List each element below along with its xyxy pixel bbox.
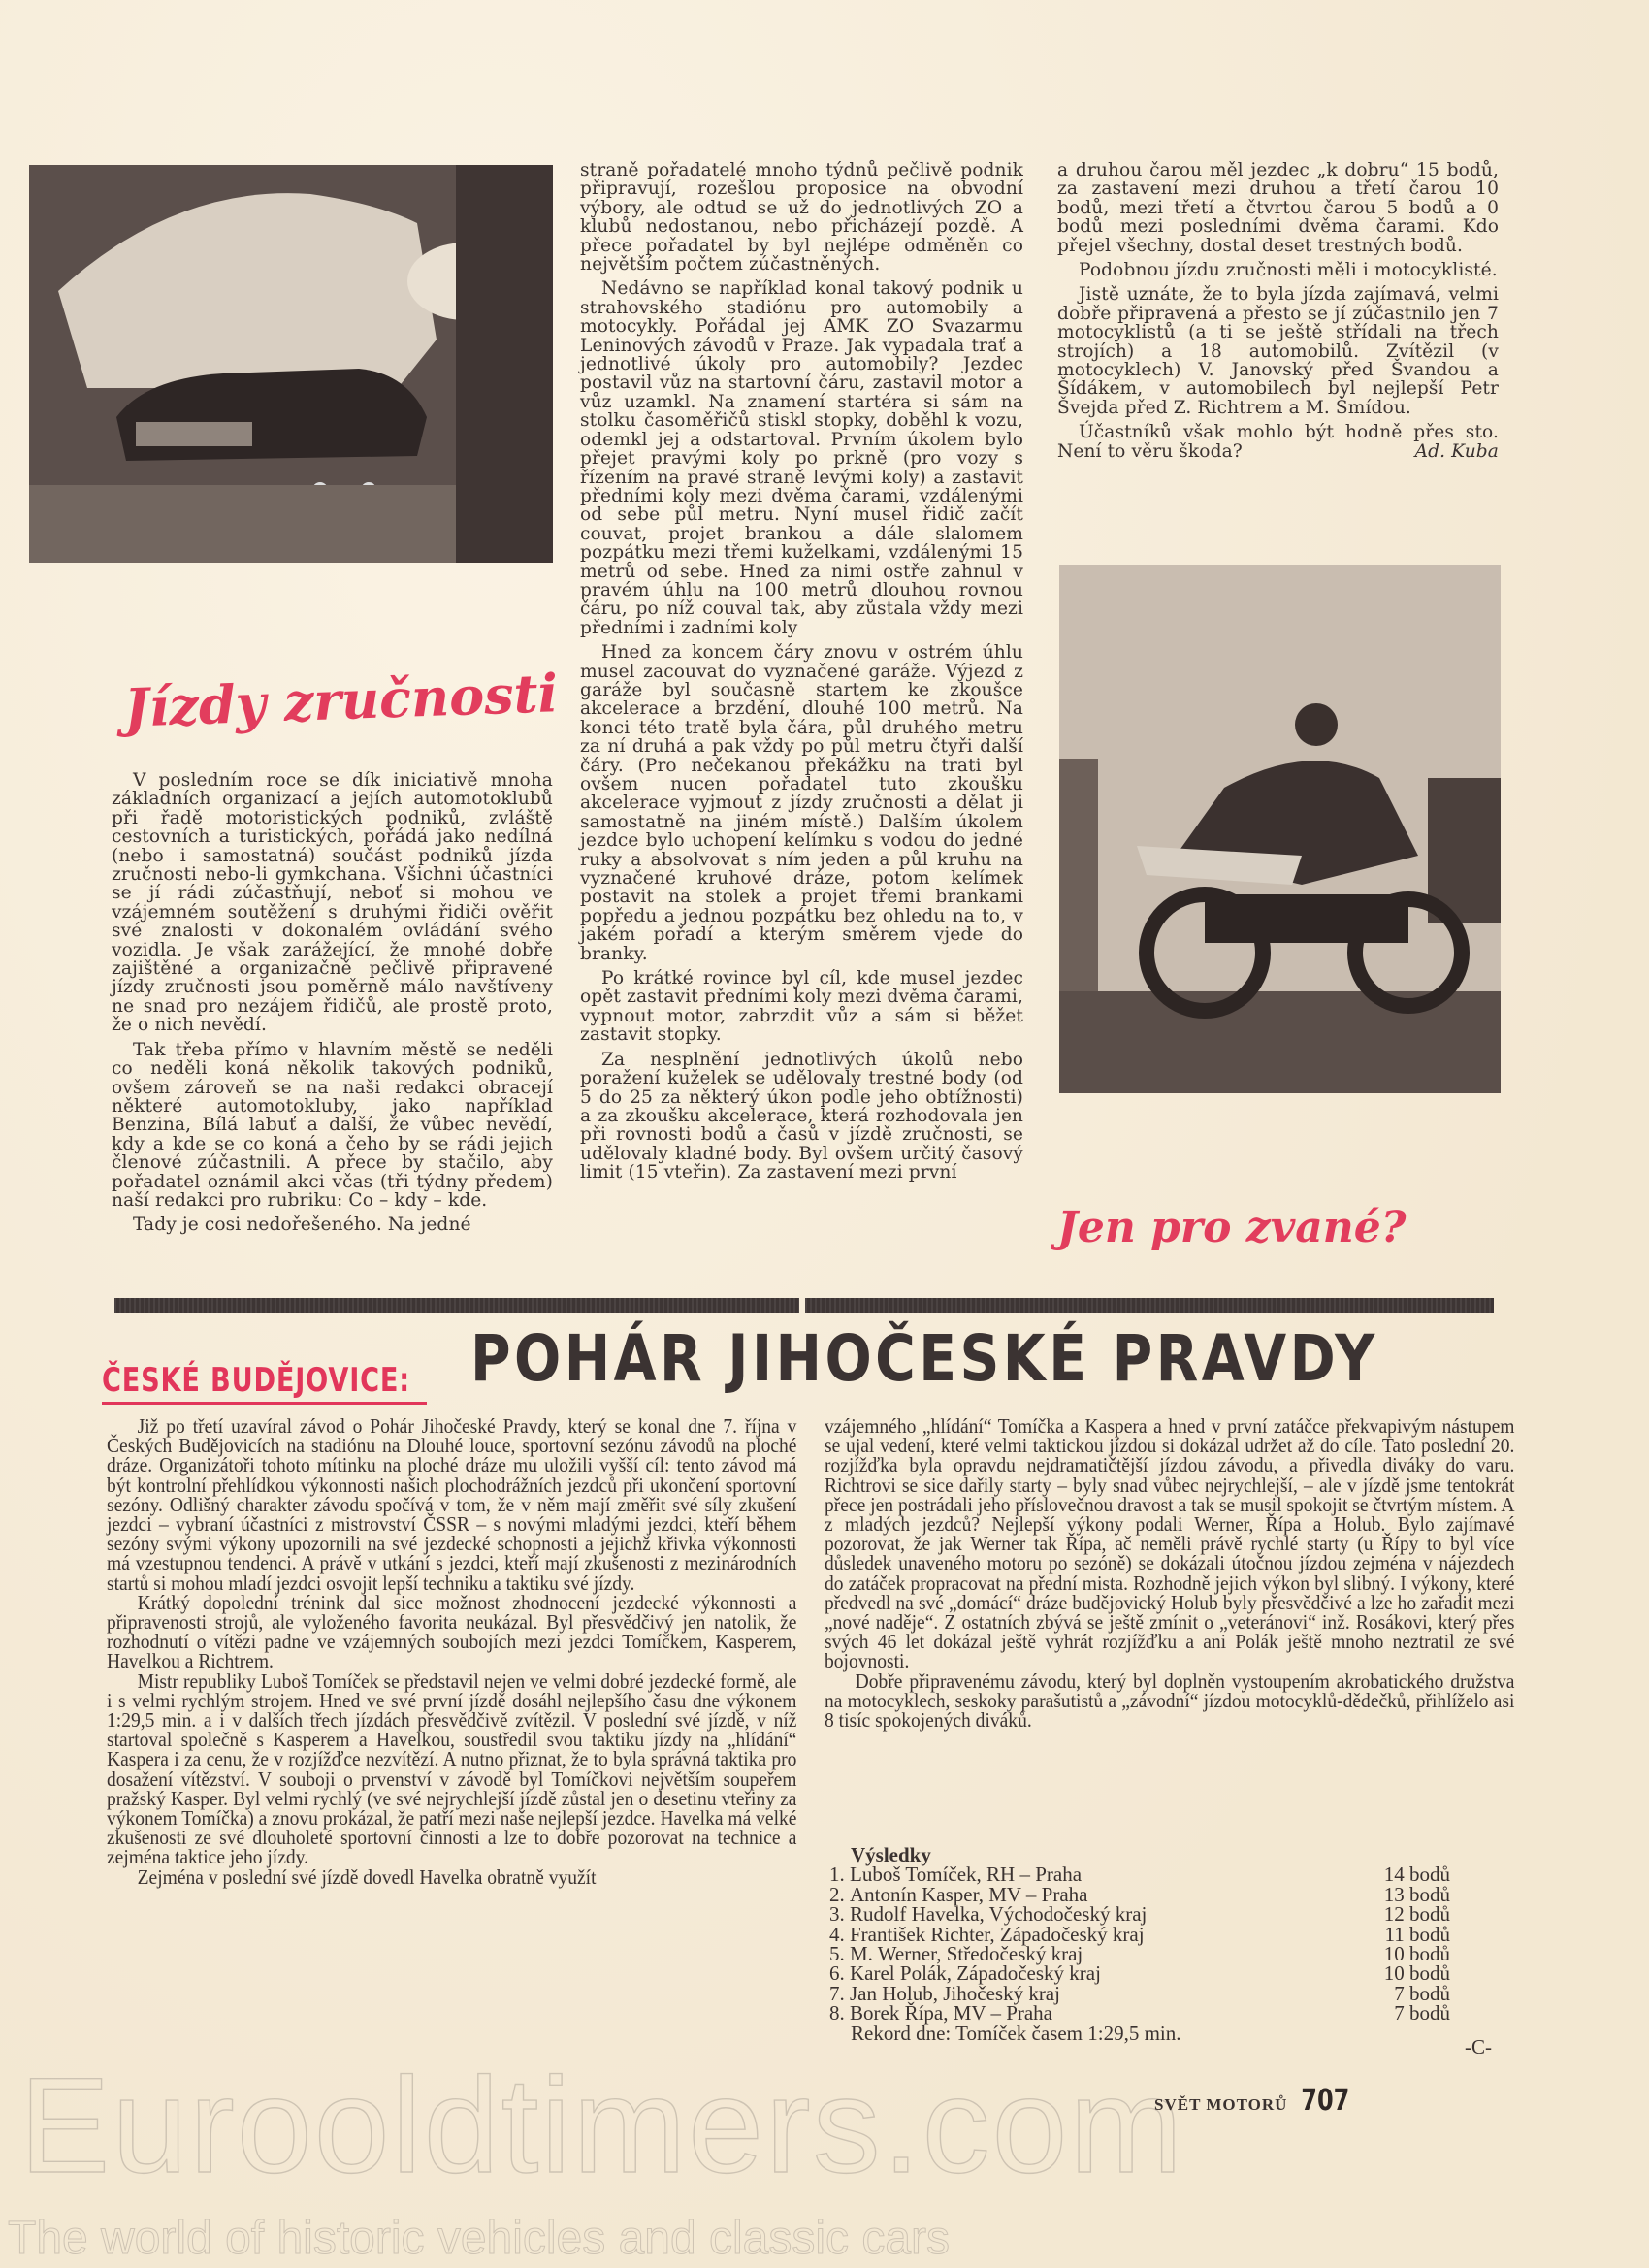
paragraph: Účastníků však mohlo být hodně přes sto. Není to věru škoda? [1057, 422, 1499, 462]
result-row [829, 1902, 1450, 1927]
rank: 7. [829, 1981, 845, 2005]
rider: Jan Holub, Jihočeský kraj [850, 1981, 1060, 2005]
motorcycle-photo-illustration [1059, 565, 1501, 1093]
rank: 1. [829, 1863, 845, 1887]
paragraph: vzájemného „hlídání“ Tomíčka a Kaspera a hned v první zatáčce překvapivým nástupem se ujal vedení, které velmi taktickou jízdou si dokázal udržet až do cíle. Tato poslední 20. rozjížďka byla opravdu nejdramatičtější jízdou závodu, a přivedla diváky do varu. Richtrovi se sice dařily starty – byly snad vůbec nejrychlejší, – ale v jízdě jsme tentokrát přece jen postrádali jeho příslovečnou dravost a tak se musil spokojit se čtvrtým místem. A z mladých jezdců? Nejlepší výkony podali Werner, Řípa a Holub. Bylo zajímavé pozorovat, že jak Werner tak Řípa, ač neměli právě rychlé starty (u Řípy to byl více důsledek unaveného motoru po sezóně) se dokázali útočnou jízdou zejména v nájezdech do zatáček propracovat na přední mista. Rozhodně jejich výkon byl slibný. I výkony, které předvedl na své „domácí“ dráze budějovický Holub byly přesvědčivé a lze ho zařadit mezi „nové naděje“. Z ostatních zbývá se ještě zmínit o „veteránovi“ inž. Rosákovi, který přes svých 46 let dokázal ještě vyhrát rozjížďku a ani Polák ještě mnoho neztratil ze své bojovnosti. [824, 1414, 1515, 1673]
points: 13 bodů [1383, 1882, 1450, 1906]
handwritten-title: Jízdy zručnosti [123, 662, 560, 739]
footer [1154, 2084, 1356, 2118]
magazine-name: SVĚT MOTORŮ [1154, 2095, 1288, 2114]
paragraph: Krátký dopolední trénink dal sice možnost zhodnocení jezdecké výkonnosti a připravenosti strojů, ale vyloženého favorita neukázal. Byl přesvědčivý jen natolik, že rozhodnutí o vítězi padne ve vzájemných soubojích mezi jezdci Tomíčkem, Kasperem, Havelkou a Richtrem. [107, 1590, 797, 1673]
rider: Borek Řípa, MV – Praha [850, 2001, 1053, 2025]
rider: František Richter, Západočeský kraj [850, 1922, 1145, 1946]
paragraph: Po krátké rovince byl cíl, kde musel jezdec opět zastavit předními koly mezi dvěma čarami, vypnout motor, zabrzdit vůz a sám si běžet zastavit stopky. [580, 968, 1023, 1046]
watermark-site: Eurooldtimers.com [19, 2049, 1185, 2201]
car-photo [29, 165, 553, 563]
result-row [829, 1882, 1450, 1906]
rider: Luboš Tomíček, RH – Praha [850, 1863, 1083, 1887]
paragraph: Zejména v poslední své jízdě dovedl Havelka obratně využít [137, 1864, 597, 1889]
paragraph: a druhou čarou měl jezdec „k dobru“ 15 bodů, za zastavení mezi druhou a třetí čarou 10 bodů, mezi třetí a čtvrtou čarou 5 bodů a 0 bodů mezi posledními dvěma čarami. Kdo přejel všechny, dostal deset trestných bodů. [1057, 160, 1499, 256]
result-row [829, 1961, 1450, 1986]
article1-column-1 [112, 771, 553, 1235]
article2-column-1 [107, 1416, 796, 1887]
results-table [829, 1845, 1450, 2043]
points: 7 bodů [1394, 2001, 1450, 2025]
rider: Antonín Kasper, MV – Praha [850, 1882, 1088, 1906]
paragraph: Tak třeba přímo v hlavním městě se neděli co neděli koná několik takových podniků, ovšem zároveň se na naši redakci obracejí některé automotokluby, jako například Benzina, Bílá labuť a další, že vůbec nevědí, kdy a kde se co koná a čeho by se rádi jejich členové zúčastnili. A přece by stačilo, aby pořadatel oznámil akci včas (tři týdny předem) naší redakci pro rubriku: Co – kdy – kde. [112, 1039, 553, 1211]
article2-headline: POHÁR JIHOČESKÉ PRAVDY [470, 1321, 1378, 1396]
result-row [829, 1981, 1450, 2005]
kicker-underline [102, 1402, 427, 1405]
rank: 5. [829, 1942, 845, 1966]
watermark-tagline: The world of historic vehicles and classic cars [8, 2213, 951, 2264]
paragraph: Za nesplnění jednotlivých úkolů nebo poražení kuželek se udělovaly trestné body (od 5 do 25 za některý úkon podle jeho obtížnosti) a za zkoušku akcelerace, která rozhodovala jen při rovnosti bodů a časů v jízdě zručnosti, se udělovaly kladné body. Byl ovšem určitý časový limit (15 vteřin). Za zastavení mezi první [580, 1049, 1023, 1183]
paragraph: Jistě uznáte, že to byla jízda zajímavá, velmi dobře připravená a přesto se jí zúčastnilo jen 7 motocyklistů (a ti se ještě střídali na třech strojích) a 18 automobilů. Zvítězil (v motocyklech) V. Janovský před Švandou a Šídákem, v automobilech byl nejlepší Petr Švejda před Z. Richtrem a M. Šmídou. [1057, 284, 1499, 418]
rank: 2. [829, 1882, 845, 1906]
result-row [829, 1922, 1450, 1946]
rider: Rudolf Havelka, Východočeský kraj [850, 1902, 1148, 1927]
points: 10 bodů [1383, 1942, 1450, 1966]
rank: 4. [829, 1922, 845, 1946]
result-row [829, 1863, 1450, 1887]
article1-column-3 [1057, 161, 1499, 462]
rider: Karel Polák, Západočeský kraj [850, 1961, 1101, 1986]
paragraph: Tady je cosi nedořešeného. Na jedné [133, 1215, 471, 1236]
points: 7 bodů [1394, 1981, 1450, 2005]
page-number: 707 [1301, 2084, 1350, 2118]
paragraph: Mistr republiky Luboš Tomíček se představil nejen ve velmi dobré jezdecké formě, ale i s velmi rychlým strojem. Hned ve své první jízdě dosáhl nejlepšího času dne výkonem 1:29,5 min. a i v dalších třech jízdách přesvědčivě zvítězil. V poslední své jízdě, v níž startoval společně s Kasperem a Havelkou, soustředil svou taktiku jízdy na „hlídání“ Kaspera i za cenu, že v rozjížďce nezvítězí. A nutno přiznat, že to byla správná taktika pro dosažení vítězství. V souboji o prvenství v závodě byl Tomíčkovi největším soupeřem pražský Kasper. Byl velmi rychlý (ve své nejrychlejší jízdě zůstal jen o desetinu vteřiny za výkonem Tomíčka) a znovu prokázal, že patří mezi naše nejlepší jezdce. Havelka má velké zkušenosti ze své dlouholeté sportovní činnosti a lze to dobře pozorovat na technice a zejména taktice jeho jízdy. [107, 1669, 797, 1869]
paragraph: Nedávno se například konal takový podnik u strahovského stadiónu pro automobily a motocykly. Pořádal jej AMK ZO Svazarmu Leninových závodů v Praze. Jak vypadala trať a jednotlivé úkoly pro automobily? Jezdec postavil vůz na startovní čáru, zastavil motor a vůz uzamkl. Na znamení startéra si sám na stolku časoměřičů stiskl stopky, doběhl k vozu, odemkl jej a odstartoval. Prvním úkolem bylo přejet pravými koly po prkně (pro vozy s řízením na pravé straně levými koly) a zastavit předními koly mezi dvěma čarami, vzdálenými od sebe půl metru. Nyní musel řidič začít couvat, projet brankou a dále slalomem pozpátku mezi třemi kuželkami, vzdálenými 15 metrů od sebe. Hned za nimi ostře zahnul v pravém úhlu na 100 metrů dlouhou rovnou čáru, po níž couval tak, aby zůstala vždy mezi předními i zadními koly [580, 278, 1023, 638]
paragraph: Dobře připravenému závodu, který byl doplněn vystoupením akrobatického družstva na motocyklech, seskoky parašutistů a „závodní“ jízdou motocyklů-dědečků, přihlíželo asi 8 tisíc spokojených diváků. [824, 1669, 1515, 1733]
article1-column-2 [580, 161, 1023, 1183]
article2-kicker: ČESKÉ BUDĚJOVICE: [102, 1361, 410, 1400]
article2-column-2 [824, 1414, 1515, 1733]
points: 10 bodů [1383, 1961, 1450, 1986]
result-row [829, 2003, 1450, 2023]
car-photo-illustration [29, 165, 553, 563]
points: 11 bodů [1384, 1922, 1450, 1946]
motorcycle-photo [1059, 565, 1501, 1093]
points: 14 bodů [1383, 1863, 1450, 1887]
paragraph: Již po třetí uzavíral závod o Pohár Jihočeské Pravdy, který se konal dne 7. října v Českých Budějovicích na stadiónu na Dlouhé louce, sportovní sezónu závodů na ploché dráze. Organizátoři tohoto mítinku na ploché dráze mu uložili vyšší cíl: tento závod má být kontrolní přehlídkou výkonnosti našich plochodrážních jezdců při ukončení sportovní sezóny. Odlišný charakter závodu spočívá v tom, že v něm mají změřit své síly zkušení jezdci – vybraní účastníci z mistrovství ČSSR – s novými mladými jezdci, kteří během sezóny svými výkony upozornili na své jezdecké schopnosti a jejichž křivka výkonnosti má vzestupnou tendenci. A právě v utkání s jezdci, kteří mají zkušenosti z mezinárodních startů si mohou mladí jezdci osvojit lepší techniku a taktiku své jízdy. [107, 1414, 797, 1595]
paragraph: Hned za koncem čáry znovu v ostrém úhlu musel zacouvat do vyznačené garáže. Výjezd z garáže byl současně startem ke zkoušce akcelerace a brzdění, dlouhé 100 metrů. Na konci této tratě byla čára, půl druhého metru za ní druhá a pak vždy po půl metru čtyři další čáry. (Pro nečekanou překážku na trati byl ovšem nucen pořadatel tuto zkoušku akcelerace vyjmout z jízdy zručnosti a dělat ji samostatně na jiném místě.) Dalším úkolem jezdce bylo uchopení kelímku s vodou do jedné ruky a absolvovat s ním jeden a půl kruhu na vyznačené kruhové dráze, potom kelímek postavit na stolek a projet třemi brankami popředu a jednou pozpátku bez ohledu na to, v jakém pořadí a kterým směrem vjede do branky. [580, 642, 1023, 964]
paragraph: Podobnou jízdu zručnosti měli i motocyklisté. [1079, 260, 1498, 281]
points: 12 bodů [1383, 1902, 1450, 1927]
results-heading: Výsledky [851, 1843, 931, 1866]
article1-signature: Ad. Kuba [1414, 441, 1499, 463]
rank: 8. [829, 2001, 845, 2025]
handwritten-note: Jen pro zvané? [1057, 1203, 1406, 1252]
article2-signature: -C- [1465, 2035, 1492, 2058]
rank: 3. [829, 1902, 845, 1927]
paragraph: straně pořadatelé mnoho týdnů pečlivě podnik připravují, rozešlou proposice na obvodní výbory, ale odtud se už do jednotlivých ZO a klubů nedostanou, nebo přicházejí pozdě. A přece pořadatel by byl nejlépe odměněn co největším počtem zúčastněných. [580, 160, 1023, 275]
separator-bar-right [805, 1298, 1494, 1313]
result-row [829, 1942, 1450, 1966]
record-line: Rekord dne: Tomíček časem 1:29,5 min. [851, 2021, 1181, 2045]
rank: 6. [829, 1961, 845, 1986]
rider: M. Werner, Středočeský kraj [850, 1942, 1083, 1966]
separator-bar-left [114, 1298, 799, 1313]
paragraph: V posledním roce se dík iniciativě mnoha základních organizací a jejích automotoklubů při řadě motoristických podniků, zvláště cestovních a turistických, pořádá jako nedílná (nebo i samostatná) součást podniků jízda zručnosti nebo-li gymkchana. Všichni účastníci se jí rádi zúčastňují, neboť si mohou ve vzájemném soutěžení s druhými řidiči ověřit své znalosti v dokonalém ovládání svého vozidla. Je však zarážející, že mnohé dobře zajištěné a organizačně pečlivě připravené jízdy zručnosti jsou poměrně málo navštíveny ne snad pro nezájem řidičů, ale prostě proto, že o nich nevědí. [112, 770, 553, 1036]
